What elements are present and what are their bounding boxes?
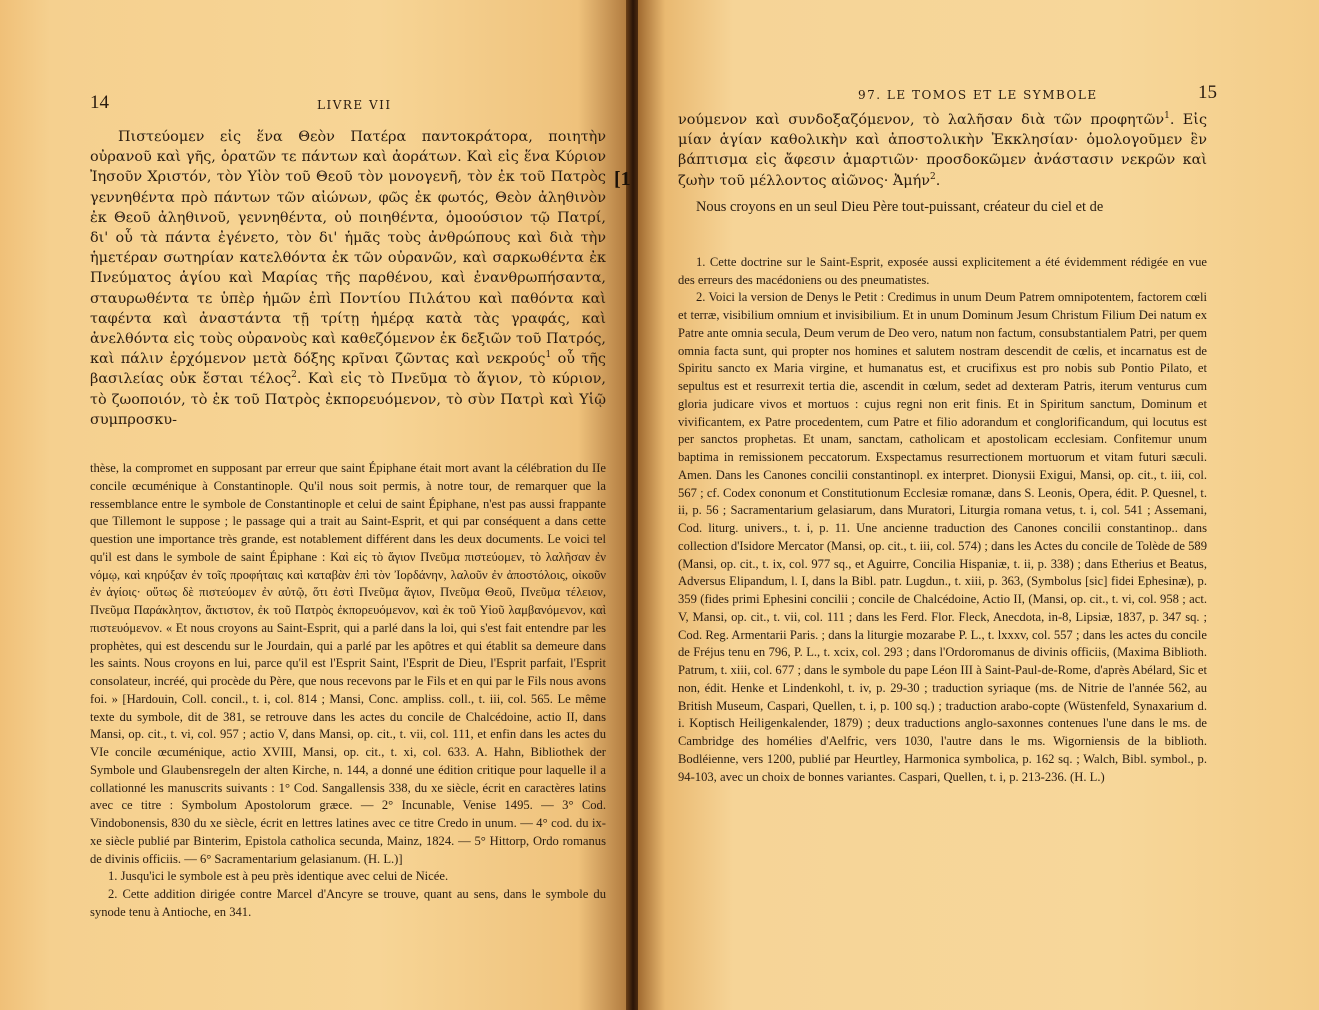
footnote-2: 2. Voici la version de Denys le Petit : Credimus in unum Deum Patrem omnipotentem, factorem cœli et terræ, visibilium omnium et invisibilium. Et in unum Dominum Jesum Christum Filium Dei natum ex Patre ante omnia secula, Deum verum de Deo vero, natum non factum, consubstantialem Patri, per quem omnia facta sunt, qui propter nos homines et salutem nostram descendit de cœlis, et incarnatus est de Spiritu sancto ex Maria virgine, et humanatus est, et crucifixus est pro nobis sub Pontio Pilato, et sepultus est et resurrexit tertia die, ascendit in cœlum, sedet ad dexteram Patris, iterum venturus cum gloria judicare vivos et mortuos : cujus regni non erit finis. Et in Spiritum sanctum, Dominum et vivificantem, ex Patre procedentem, cum Patre et filio adorandum et conglorificandum, qui locutus est per sanctos prophetas. Et unam, sanctam, catholicam et apostolicam ecclesiam. Confitemur unum baptima in remissionem peccatorum. Exspectamus resurrectionem mortuorum et vitam futuri sæculi. Amen. Dans les Canones concilii constantinopl. ex interpret. Dionysii Exigui, Mansi, op. cit., t. iii, col. 567 ; cf. Codex cononum et Constitutionum Ecclesiæ romanæ, dans S. Leonis, Opera, édit. P. Quesnel, t. ii, p. 56 ; Sacramentarium gelasiarum, dans Muratori, Liturgia romana vetus, t. i, col. 541 ; Assemani, Cod. liturg. univers., t. i, p. 11. Une ancienne traduction des Canones concilii constantinop.. dans collection d'Isidore Mercator (Mansi, op. cit., t. iii, col. 574) ; dans les Actes du concile de Tolède de 589 (Mansi, op. cit., t. ix, col. 977 sq., et Aguirre, Concilia Hispaniæ, t. ii, p. 338) ; dans Etherius et Beatus, Adversus Elipandum, l. I, dans la Bibl. patr. Lugdun., t. xiii, p. 363, (Symbolus [sic] fidei Ephesinæ), p. 359 (fides primi Ephesini concilii ; concile de Chalcédoine, Actio II, (Mansi, op. cit., t. vi, col. 958 ; act. V, Mansi, op. cit., t. vii, col. 111 ; dans les Ferd. Flor. Fleck, Anecdota, in-8, Lipsiæ, 1837, p. 347 sq. ; Cod. Reg. Armentarii Paris. ; dans la liturgie mozarabe P. L., t. lxxxv, col. 557 ; dans les actes du concile de Fréjus tenu en 796, P. L., t. xcix, col. 293 ; dans l'Ordoromanus de divinis officiis, (Maxima Biblioth. Patrum, t. xiii, col. 677 ; dans le symbole du pape Léon III à Saint-Paul-de-Rome, d'après Abélard, Sic et non, édit. Henke et Lindenkohl, t. iv, p. 29-30 ; traduction syriaque (ms. de Nitrie de l'année 562, au British Museum, Caspari, Quellen, t. i, p. 100 sq.) ; traduction arabo-copte (Wüstenfeld, Synaxarium d. i. Koptisch Heiligenkalender, 1879) ; deux traductions anglo-saxonnes contenues l'une dans le ms. de Cambridge des homélies d'Aelfric, vers 1030, l'autre dans le ms. Wigorniensis de la biblioth. Bodléienne, vers 1200, publié par Heurtley, Harmonica symbolica, p. 162 sq. ; Walch, Bibl. symbol., p. 94-103, avec un choix de bonnes variantes. Caspari, Quellen, t. i, p. 213-236. (H. L.) [678,290,1207,784]
greek-creed-text [678,110,1207,191]
right-page-header [678,82,1217,110]
greek-creed-text [90,127,606,430]
page-number: 15 [1198,82,1217,103]
running-head: LIVRE VII [317,98,392,112]
greek-text-part-1: νούμενον καὶ συνδοξαζόμενον, τὸ λαλῆσαν διὰ τῶν προφητῶν [678,112,1165,128]
french-translation: Nous croyons en un seul Dieu Père tout-puissant, créateur du ciel et de [696,198,1104,215]
footnote-2: 2. Cette addition dirigée contre Marcel d'Ancyre se trouve, quant au sens, dans le symbole du synode tenu à Antioche, en 341. [90,887,606,919]
margin-page-marker: [1 [614,168,631,190]
left-page-header [90,92,606,120]
footnote-ref-1: 1 [1164,111,1170,122]
greek-text-part-3: . Καὶ εἰς τὸ Πνεῦμα τὸ ἅγιον, τὸ κύριον, τὸ ζωοποιόν, τὸ ἐκ τοῦ Πατρὸς ἐκπορευόμενον, τὸ σὺν Πατρὶ καὶ Υἱῷ συμπροσκυ- [90,371,606,428]
right-page [638,0,1319,1010]
footnote-ref-2: 2 [291,370,297,381]
greek-text-end: . [935,172,941,189]
greek-text-part-1: Πιστεύομεν εἰς ἕνα Θεὸν Πατέρα παντοκράτορα, ποιητὴν οὐρανοῦ καὶ γῆς, ὁρατῶν τε πάντων καὶ ἀοράτων. Καὶ εἰς ἕνα Κύριον Ἰησοῦν Χριστόν, τὸν Υἱὸν τοῦ Θεοῦ τὸν μονογενῆ, τὸν ἐκ τοῦ Πατρὸς γεννηθέντα πρὸ πάντων τῶν αἰώνων, φῶς ἐκ φωτός, Θεὸν ἀληθινὸν ἐκ Θεοῦ ἀληθινοῦ, γεννηθέντα, οὐ ποιηθέντα, ὁμοούσιον τῷ Πατρί, δι' οὗ τὰ πάντα ἐγένετο, τὸν δι' ἡμᾶς τοὺς ἀνθρώπους καὶ διὰ τὴν ἡμετέραν σωτηρίαν κατελθόντα ἐκ τῶν οὐρανῶν, καὶ σαρκωθέντα ἐκ Πνεύματος ἁγίου καὶ Μαρίας τῆς παρθένου, καὶ ἐνανθρωπήσαντα, σταυρωθέντα τε ὑπὲρ ἡμῶν ἐπὶ Ποντίου Πιλάτου καὶ παθόντα καὶ ταφέντα καὶ ἀναστάντα τῇ τρίτῃ ἡμέρᾳ κατὰ τὰς γραφάς, καὶ ἀνελθόντα εἰς τοὺς οὐρανοὺς καὶ καθεζόμενον ἐκ δεξιῶν τοῦ Πατρός, καὶ πάλιν ἐρχόμενον μετὰ δόξης κρῖναι ζῶντας καὶ νεκρούς [90,129,606,368]
left-page [0,0,628,1010]
footnote-1: 1. Cette doctrine sur le Saint-Esprit, exposée aussi explicitement a été évidemment rédigée en vue des erreurs des macédoniens ou des pneumatistes. [678,254,1207,287]
footnote-ref-1: 1 [545,350,552,361]
greek-text-part-2: οὗ τῆς βασιλείας οὐκ ἔσται τέλος [90,351,606,388]
greek-text-part-2: . Εἰς μίαν ἁγίαν καθολικὴν καὶ ἀποστολικὴν Ἐκκλησίαν· ὁμολογοῦμεν ἓν βάπτισμα εἰς ἄφεσιν ἁμαρτιῶν· προσδοκῶμεν ἀνάστασιν νεκρῶν καὶ ζωὴν τοῦ μέλλοντος αἰῶνος· Ἀμήν [678,112,1208,189]
page-number: 14 [90,92,109,113]
footnote-1: 1. Jusqu'ici le symbole est à peu près identique avec celui de Nicée. [108,869,449,884]
running-head: 97. LE TOMOS ET LE SYMBOLE [858,88,1098,102]
footnote-continuation: thèse, la compromet en supposant par erreur que saint Épiphane était mort avant la célébration du IIe concile œcuménique à Constantinople. Qu'il nous soit permis, à notre tour, de remarquer que la ressemblance entre le symbole de Constantinople et celui de saint Épiphane, n'est pas aussi frappante que Tillemont le suppose ; le passage qui a trait au Saint-Esprit, et qui par conséquent a dans cette question une importance très grande, est notablement différent dans les deux documents. Le voici tel qu'il est dans le symbole de saint Épiphane : Καὶ εἰς τὸ ἅγιον Πνεῦμα πιστεύομεν, τὸ λαλῆσαν ἐν νόμῳ, καὶ κηρύξαν ἐν τοῖς προφήταις καὶ καταβὰν ἐπὶ τὸν Ἰορδάνην, λαλοῦν ἐν ἀποστόλοις, οἰκοῦν ἐν ἁγίοις· οὕτως δὲ πιστεύομεν ἐν αὐτῷ, ὅτι ἐστὶ Πνεῦμα ἅγιον, Πνεῦμα Θεοῦ, Πνεῦμα τέλειον, Πνεῦμα Παράκλητον, ἄκτιστον, ἐκ τοῦ Πατρὸς ἐκπορευόμενον, καὶ ἐκ τοῦ Υἱοῦ λαμβανόμενον, καὶ πιστευόμενον. « Et nous croyons au Saint-Esprit, qui a parlé dans la loi, qui s'est fait entendre par les prophètes, qui est descendu sur le Jourdain, qui a parlé par les apôtres et qui établit sa demeure dans les saints. Nous croyons en lui, parce qu'il est l'Esprit Saint, l'Esprit de Dieu, l'Esprit parfait, l'Esprit consolateur, incréé, qui procède du Père, que nous recevons par le Fils et en qui par le Fils nous avons foi. » [Hardouin, Coll. concil., t. i, col. 814 ; Mansi, Conc. ampliss. coll., t. iii, col. 565. Le même texte du symbole, dit de 381, se retrouve dans les actes du concile de Chalcédoine, actio II, dans Mansi, op. cit., t. vi, col. 957 ; actio V, dans Mansi, op. cit., t. vii, col. 111, et enfin dans les actes du VIe concile œcuménique, actio XVIII, Mansi, op. cit., t. xi, col. 633. A. Hahn, Bibliothek der Symbole und Glaubensregeln der alten Kirche, n. 144, a donné une édition critique pour laquelle il a collationné les manuscrits suivants : 1° Cod. Sangallensis 338, du xe siècle, écrit en caractères latins avec ce titre : Symbolum Apostolorum græce. — 2° Incunable, Venise 1495. — 3° Cod. Vindobonensis, 830 du xe siècle, écrit en lettres latines avec ce titre Credo in unum. — 4° cod. du ix-xe siècle publié par Binterim, Epistola catholica secunda, Mainz, 1824. — 5° Hittorp, Ordo romanus de divinis officiis. — 6° Sacramentarium gelasianum. (H. L.)] [90,461,606,866]
footnote-ref-2: 2 [929,171,936,182]
